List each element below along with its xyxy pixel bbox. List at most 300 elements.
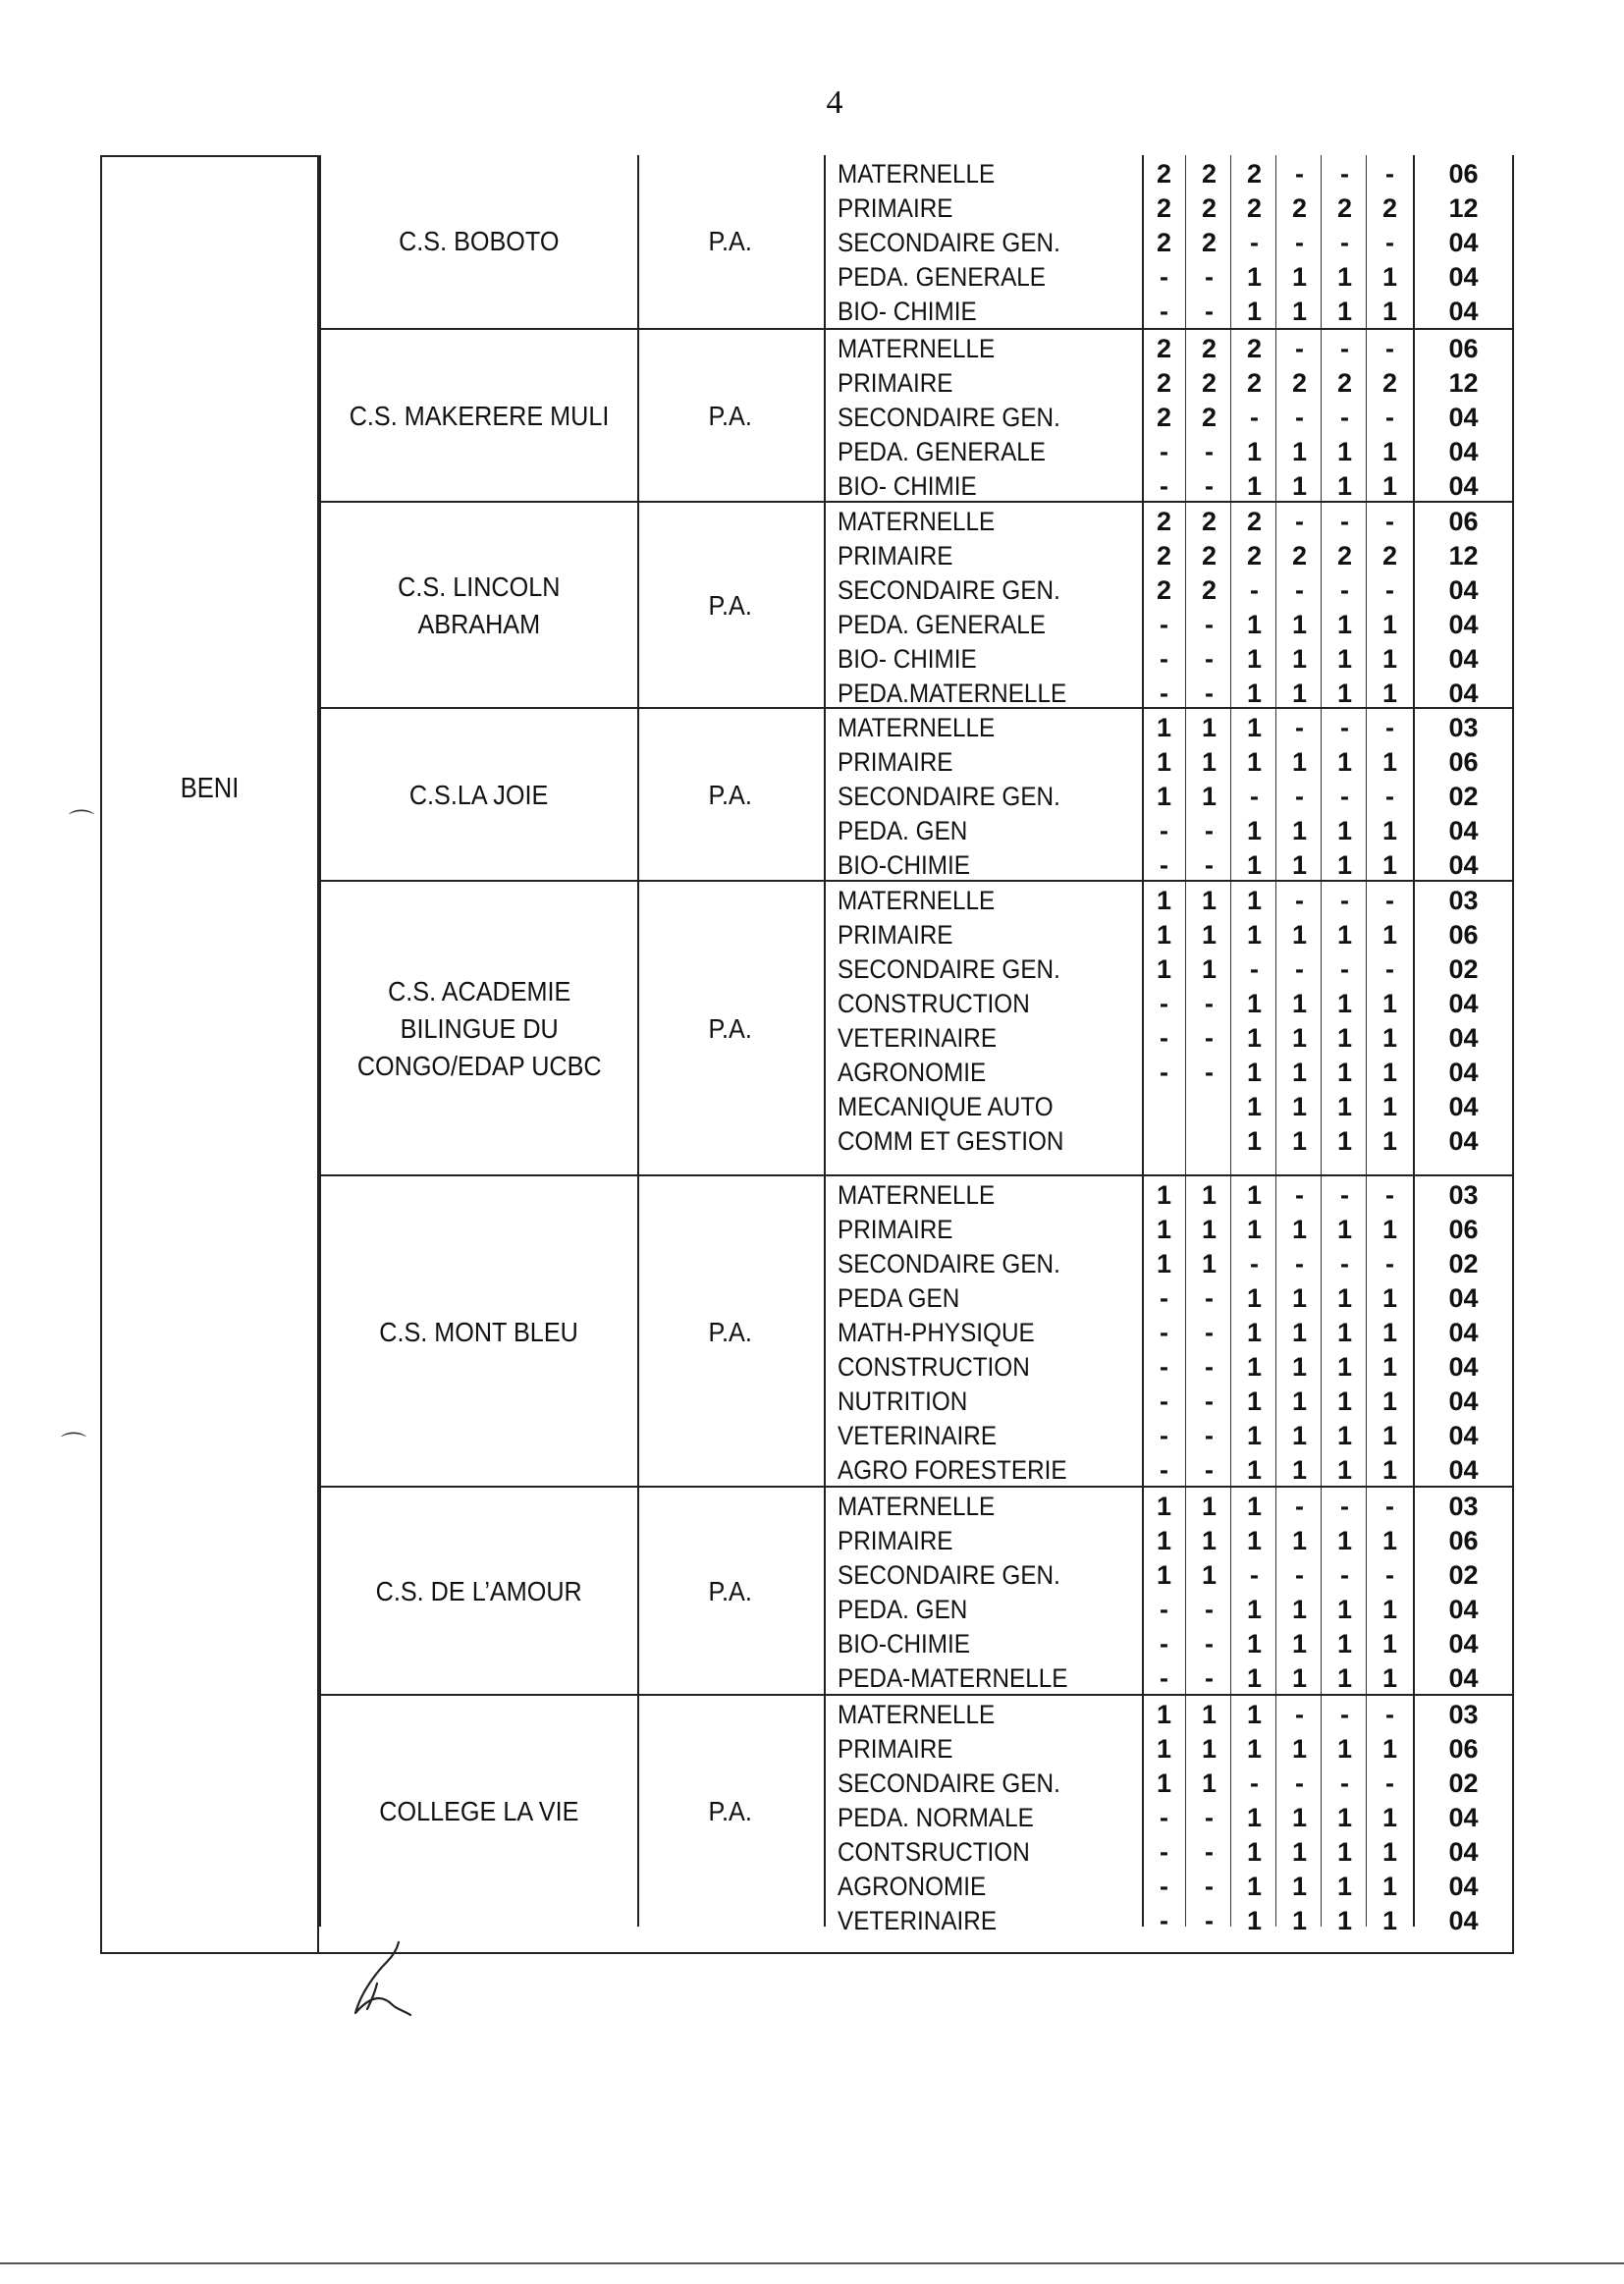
- total-value: 03: [1448, 713, 1479, 742]
- grade-value: 1: [1201, 782, 1218, 811]
- option-row: [319, 952, 1514, 987]
- grade-value: 1: [1291, 1837, 1308, 1867]
- grade-value: 1: [1336, 1455, 1353, 1485]
- option-label: PEDA GEN: [838, 1283, 960, 1313]
- grade-value: 1: [1336, 1092, 1353, 1121]
- school-name: C.S. MONT BLEU: [379, 1316, 579, 1347]
- grade-value: -: [1160, 471, 1168, 501]
- grade-value: -: [1340, 1560, 1349, 1590]
- grade-value: -: [1160, 679, 1168, 708]
- grade-value: -: [1160, 1023, 1168, 1053]
- grade-value: 1: [1381, 1283, 1398, 1313]
- grade-value: -: [1160, 1318, 1168, 1347]
- option-label: PRIMAIRE: [838, 1526, 953, 1555]
- option-label: VETERINAIRE: [838, 1906, 998, 1935]
- grade-value: -: [1160, 1663, 1168, 1693]
- grade-value: 1: [1381, 1872, 1398, 1901]
- grade-value: 1: [1291, 297, 1308, 326]
- grade-value: 1: [1336, 262, 1353, 292]
- total-value: 06: [1448, 1734, 1479, 1764]
- grade-value: -: [1340, 1492, 1349, 1521]
- option-label: MATERNELLE: [838, 1492, 996, 1521]
- grade-value: 1: [1336, 1126, 1353, 1156]
- grade-value: 1: [1246, 1180, 1263, 1210]
- grade-value: 1: [1291, 816, 1308, 845]
- grade-value: 1: [1246, 471, 1263, 501]
- option-row: [319, 1524, 1514, 1558]
- grade-value: 1: [1246, 1387, 1263, 1416]
- option-row: [319, 1732, 1514, 1767]
- option-row: [319, 469, 1514, 504]
- option-row: [319, 1767, 1514, 1801]
- grade-value: 1: [1246, 610, 1263, 639]
- total-value: 04: [1448, 437, 1479, 466]
- grade-value: -: [1295, 1492, 1304, 1521]
- grade-value: 1: [1246, 1803, 1263, 1832]
- grade-value: 1: [1201, 1700, 1218, 1729]
- option-label: SECONDAIRE GEN.: [838, 228, 1060, 257]
- grade-value: 1: [1246, 1058, 1263, 1087]
- option-row: [319, 505, 1514, 539]
- total-value: 03: [1448, 1180, 1479, 1210]
- total-value: 06: [1448, 747, 1479, 777]
- grade-value: 1: [1381, 989, 1398, 1018]
- grade-value: 1: [1336, 920, 1353, 950]
- grade-value: -: [1205, 262, 1214, 292]
- grade-value: 1: [1201, 713, 1218, 742]
- grade-value: -: [1205, 1803, 1214, 1832]
- grade-value: 1: [1381, 1526, 1398, 1555]
- grade-value: -: [1205, 1872, 1214, 1901]
- grade-value: 1: [1291, 1283, 1308, 1313]
- grade-value: 1: [1291, 747, 1308, 777]
- grade-value: 1: [1246, 1352, 1263, 1382]
- grade-value: 1: [1381, 1352, 1398, 1382]
- total-value: 06: [1448, 920, 1479, 950]
- option-label: MATERNELLE: [838, 886, 996, 915]
- grade-value: 1: [1201, 886, 1218, 915]
- grade-value: 1: [1336, 816, 1353, 845]
- option-label: PEDA. GEN: [838, 1595, 968, 1624]
- grade-value: -: [1340, 334, 1349, 363]
- option-label: PEDA-MATERNELLE: [838, 1663, 1068, 1693]
- grade-value: 1: [1246, 816, 1263, 845]
- option-row: [319, 1593, 1514, 1627]
- grade-value: 1: [1156, 1768, 1172, 1798]
- grade-value: -: [1385, 954, 1394, 984]
- total-value: 04: [1448, 610, 1479, 639]
- grade-value: 1: [1381, 1215, 1398, 1244]
- grade-value: -: [1295, 575, 1304, 605]
- footer-rule: [0, 2262, 1624, 2264]
- grade-value: 1: [1156, 713, 1172, 742]
- option-label: MATERNELLE: [838, 507, 996, 536]
- grade-value: -: [1205, 471, 1214, 501]
- grade-value: -: [1295, 334, 1304, 363]
- grade-value: -: [1340, 713, 1349, 742]
- table-right-border: [1512, 155, 1514, 1954]
- total-value: 04: [1448, 1872, 1479, 1901]
- total-value: 04: [1448, 1058, 1479, 1087]
- option-row: [319, 1627, 1514, 1661]
- grade-value: -: [1205, 1906, 1214, 1935]
- grade-value: 1: [1336, 1872, 1353, 1901]
- option-label: MATERNELLE: [838, 1700, 996, 1729]
- grade-value: 1: [1246, 1023, 1263, 1053]
- grade-value: 1: [1291, 1058, 1308, 1087]
- grade-value: 1: [1381, 1837, 1398, 1867]
- total-value: 04: [1448, 262, 1479, 292]
- option-label: PEDA.MATERNELLE: [838, 679, 1067, 708]
- grade-value: 1: [1291, 1215, 1308, 1244]
- grade-value: 2: [1381, 541, 1398, 571]
- option-label: VETERINAIRE: [838, 1421, 998, 1450]
- grade-value: -: [1205, 850, 1214, 880]
- grade-value: 2: [1201, 159, 1218, 189]
- grade-value: 1: [1246, 1700, 1263, 1729]
- school-block: [319, 707, 1514, 882]
- grade-value: 1: [1381, 1092, 1398, 1121]
- grade-value: -: [1160, 1387, 1168, 1416]
- option-label: SECONDAIRE GEN.: [838, 954, 1060, 984]
- grade-value: -: [1385, 575, 1394, 605]
- option-row: [319, 1661, 1514, 1696]
- grade-value: -: [1385, 1180, 1394, 1210]
- grade-value: -: [1205, 816, 1214, 845]
- option-row: [319, 1385, 1514, 1419]
- grade-value: 1: [1201, 1215, 1218, 1244]
- total-value: 06: [1448, 334, 1479, 363]
- grade-value: 2: [1201, 334, 1218, 363]
- grade-value: 1: [1246, 1663, 1263, 1693]
- grade-value: -: [1340, 507, 1349, 536]
- grade-value: 1: [1336, 297, 1353, 326]
- grade-value: 1: [1246, 1872, 1263, 1901]
- grade-value: 1: [1291, 989, 1308, 1018]
- grade-value: -: [1205, 644, 1214, 674]
- grade-value: 1: [1291, 1629, 1308, 1659]
- school-regime: P.A.: [708, 780, 753, 810]
- option-row: [319, 745, 1514, 780]
- grade-value: 1: [1201, 920, 1218, 950]
- grade-value: 1: [1156, 920, 1172, 950]
- grade-value: 2: [1201, 193, 1218, 223]
- option-row: [319, 435, 1514, 469]
- option-label: PEDA. GEN: [838, 816, 968, 845]
- grade-value: -: [1295, 159, 1304, 189]
- grade-value: 1: [1381, 1803, 1398, 1832]
- total-value: 06: [1448, 159, 1479, 189]
- grade-value: -: [1385, 1768, 1394, 1798]
- grade-value: 2: [1156, 507, 1172, 536]
- grade-value: 1: [1291, 262, 1308, 292]
- option-row: [319, 332, 1514, 366]
- grade-value: -: [1295, 954, 1304, 984]
- option-row: [319, 539, 1514, 573]
- grade-value: 1: [1336, 1803, 1353, 1832]
- total-value: 12: [1448, 193, 1479, 223]
- total-value: 04: [1448, 850, 1479, 880]
- school-name: C.S. DE L’AMOUR: [375, 1576, 583, 1606]
- grade-value: 2: [1201, 575, 1218, 605]
- total-value: 04: [1448, 1092, 1479, 1121]
- school-name: C.S. BOBOTO: [399, 226, 560, 256]
- grade-value: 1: [1291, 1455, 1308, 1485]
- total-value: 03: [1448, 1492, 1479, 1521]
- grade-value: 1: [1291, 1595, 1308, 1624]
- grade-value: -: [1205, 610, 1214, 639]
- grade-value: 1: [1336, 679, 1353, 708]
- option-row: [319, 814, 1514, 848]
- grade-value: 1: [1381, 1387, 1398, 1416]
- grade-value: 1: [1291, 610, 1308, 639]
- grade-value: -: [1295, 228, 1304, 257]
- grade-value: -: [1160, 1872, 1168, 1901]
- grade-value: 1: [1381, 1734, 1398, 1764]
- grade-value: 1: [1291, 1526, 1308, 1555]
- grade-value: 2: [1291, 193, 1308, 223]
- grade-value: 1: [1381, 471, 1398, 501]
- school-regime: P.A.: [708, 401, 753, 431]
- grade-value: -: [1340, 228, 1349, 257]
- option-label: AGRONOMIE: [838, 1872, 987, 1901]
- grade-value: 1: [1336, 747, 1353, 777]
- grade-value: 1: [1381, 816, 1398, 845]
- total-value: 04: [1448, 1663, 1479, 1693]
- grade-value: 1: [1381, 1663, 1398, 1693]
- option-row: [319, 711, 1514, 745]
- grade-value: 1: [1291, 1421, 1308, 1450]
- grade-value: 1: [1246, 1629, 1263, 1659]
- grade-value: -: [1160, 1629, 1168, 1659]
- total-value: 04: [1448, 297, 1479, 326]
- option-label: MATH-PHYSIQUE: [838, 1318, 1035, 1347]
- grade-value: 1: [1381, 1126, 1398, 1156]
- grade-value: -: [1385, 1700, 1394, 1729]
- grade-value: 2: [1201, 228, 1218, 257]
- option-row: [319, 1090, 1514, 1124]
- grade-value: -: [1250, 228, 1259, 257]
- grade-value: 1: [1336, 471, 1353, 501]
- grade-value: 1: [1246, 1215, 1263, 1244]
- option-row: [319, 366, 1514, 401]
- grade-value: -: [1340, 159, 1349, 189]
- option-label: BIO- CHIMIE: [838, 297, 977, 326]
- option-row: [319, 191, 1514, 226]
- school-name: COLLEGE LA VIE: [379, 1795, 579, 1826]
- grade-value: -: [1295, 1180, 1304, 1210]
- total-value: 04: [1448, 403, 1479, 432]
- option-row: [319, 1419, 1514, 1453]
- grade-value: 1: [1336, 1663, 1353, 1693]
- grade-value: 1: [1201, 1249, 1218, 1278]
- option-label: PRIMAIRE: [838, 747, 953, 777]
- grade-value: 2: [1381, 368, 1398, 398]
- grade-value: -: [1160, 297, 1168, 326]
- total-value: 03: [1448, 1700, 1479, 1729]
- total-value: 04: [1448, 989, 1479, 1018]
- grade-value: 2: [1246, 368, 1263, 398]
- option-row: [319, 918, 1514, 952]
- grade-value: -: [1250, 1560, 1259, 1590]
- total-value: 04: [1448, 1318, 1479, 1347]
- grade-value: -: [1340, 954, 1349, 984]
- grade-value: 1: [1201, 1526, 1218, 1555]
- option-label: MATERNELLE: [838, 159, 996, 189]
- grade-value: -: [1250, 575, 1259, 605]
- grade-value: -: [1250, 1768, 1259, 1798]
- grade-value: 1: [1381, 920, 1398, 950]
- total-value: 04: [1448, 1387, 1479, 1416]
- grade-value: 1: [1291, 1872, 1308, 1901]
- school-regime: P.A.: [708, 590, 753, 621]
- grade-value: 2: [1156, 334, 1172, 363]
- grade-value: 1: [1336, 1906, 1353, 1935]
- grade-value: -: [1295, 886, 1304, 915]
- option-row: [319, 1870, 1514, 1904]
- school-regime: P.A.: [708, 226, 753, 256]
- grade-value: 1: [1381, 679, 1398, 708]
- grade-value: 1: [1336, 1318, 1353, 1347]
- grade-value: -: [1340, 1249, 1349, 1278]
- option-label: PEDA. NORMALE: [838, 1803, 1034, 1832]
- grade-value: -: [1160, 1352, 1168, 1382]
- grade-value: 1: [1336, 437, 1353, 466]
- total-value: 12: [1448, 368, 1479, 398]
- page-number: 4: [826, 84, 843, 121]
- grade-value: 1: [1291, 1023, 1308, 1053]
- school-name: C.S.LA JOIE: [409, 780, 549, 810]
- option-label: PRIMAIRE: [838, 541, 953, 571]
- grade-value: -: [1160, 262, 1168, 292]
- grade-value: 1: [1381, 850, 1398, 880]
- grade-value: 1: [1291, 1803, 1308, 1832]
- total-value: 04: [1448, 471, 1479, 501]
- grade-value: 2: [1381, 193, 1398, 223]
- school-regime: P.A.: [708, 1316, 753, 1347]
- total-value: 06: [1448, 507, 1479, 536]
- option-label: PEDA. GENERALE: [838, 262, 1047, 292]
- option-row: [319, 1178, 1514, 1213]
- margin-mark: ⌒: [61, 1431, 87, 1460]
- grade-value: -: [1160, 1906, 1168, 1935]
- option-label: CONSTRUCTION: [838, 1352, 1030, 1382]
- grade-value: -: [1385, 159, 1394, 189]
- grade-value: 1: [1336, 1837, 1353, 1867]
- grade-value: 1: [1336, 1526, 1353, 1555]
- grade-value: 1: [1246, 679, 1263, 708]
- grade-value: -: [1340, 782, 1349, 811]
- option-row: [319, 1350, 1514, 1385]
- grade-value: -: [1385, 507, 1394, 536]
- grade-value: 2: [1201, 541, 1218, 571]
- option-label: SECONDAIRE GEN.: [838, 403, 1060, 432]
- grade-value: -: [1340, 1700, 1349, 1729]
- school-regime: P.A.: [708, 1795, 753, 1826]
- grade-value: -: [1160, 437, 1168, 466]
- grade-value: -: [1385, 1560, 1394, 1590]
- option-label: CONSTRUCTION: [838, 989, 1030, 1018]
- grade-value: 1: [1201, 1492, 1218, 1521]
- grade-value: 1: [1246, 297, 1263, 326]
- grade-value: 1: [1336, 644, 1353, 674]
- grade-value: 1: [1156, 1492, 1172, 1521]
- grade-value: 1: [1291, 1906, 1308, 1935]
- grade-value: 1: [1156, 1249, 1172, 1278]
- grade-value: -: [1160, 1837, 1168, 1867]
- grade-value: 1: [1381, 437, 1398, 466]
- option-row: [319, 987, 1514, 1021]
- school-block: [319, 155, 1514, 328]
- option-row: [319, 1904, 1514, 1938]
- grade-value: 1: [1381, 1058, 1398, 1087]
- grade-value: 1: [1336, 1595, 1353, 1624]
- option-row: [319, 780, 1514, 814]
- option-label: AGRONOMIE: [838, 1058, 987, 1087]
- table-bottom-border: [100, 1952, 1514, 1954]
- option-label: CONTSRUCTION: [838, 1837, 1030, 1867]
- grade-value: -: [1295, 507, 1304, 536]
- margin-mark: ⌒: [69, 808, 95, 838]
- total-value: 04: [1448, 1595, 1479, 1624]
- option-row: [319, 884, 1514, 918]
- total-value: 04: [1448, 1352, 1479, 1382]
- grade-value: -: [1205, 1663, 1214, 1693]
- grade-value: 1: [1201, 1768, 1218, 1798]
- grade-value: 1: [1246, 437, 1263, 466]
- grade-value: -: [1295, 1249, 1304, 1278]
- grade-value: 2: [1156, 403, 1172, 432]
- grade-value: -: [1160, 989, 1168, 1018]
- grade-value: 2: [1201, 403, 1218, 432]
- total-value: 02: [1448, 782, 1479, 811]
- total-value: 04: [1448, 1283, 1479, 1313]
- grade-value: 1: [1291, 850, 1308, 880]
- grade-value: -: [1385, 228, 1394, 257]
- option-label: AGRO FORESTERIE: [838, 1455, 1067, 1485]
- grade-value: -: [1295, 713, 1304, 742]
- grade-value: -: [1385, 403, 1394, 432]
- grade-value: 1: [1381, 297, 1398, 326]
- grade-value: -: [1160, 850, 1168, 880]
- grade-value: 1: [1246, 1595, 1263, 1624]
- option-label: SECONDAIRE GEN.: [838, 1768, 1060, 1798]
- total-value: 04: [1448, 1455, 1479, 1485]
- grade-value: 1: [1336, 1629, 1353, 1659]
- grade-value: 1: [1291, 1663, 1308, 1693]
- grade-value: 2: [1246, 193, 1263, 223]
- signature: [348, 1932, 416, 2021]
- grade-value: -: [1160, 1803, 1168, 1832]
- option-label: PRIMAIRE: [838, 1734, 953, 1764]
- grade-value: -: [1340, 1768, 1349, 1798]
- option-label: PRIMAIRE: [838, 1215, 953, 1244]
- total-value: 04: [1448, 1023, 1479, 1053]
- option-label: SECONDAIRE GEN.: [838, 782, 1060, 811]
- option-label: MECANIQUE AUTO: [838, 1092, 1054, 1121]
- grade-value: -: [1160, 1455, 1168, 1485]
- grade-value: 1: [1201, 1560, 1218, 1590]
- grade-value: -: [1160, 1058, 1168, 1087]
- total-value: 06: [1448, 1526, 1479, 1555]
- grade-value: 2: [1336, 193, 1353, 223]
- grade-value: 2: [1246, 541, 1263, 571]
- grade-value: -: [1205, 1387, 1214, 1416]
- option-row: [319, 1056, 1514, 1090]
- grade-value: -: [1205, 1023, 1214, 1053]
- grade-value: 1: [1201, 1180, 1218, 1210]
- grade-value: -: [1160, 816, 1168, 845]
